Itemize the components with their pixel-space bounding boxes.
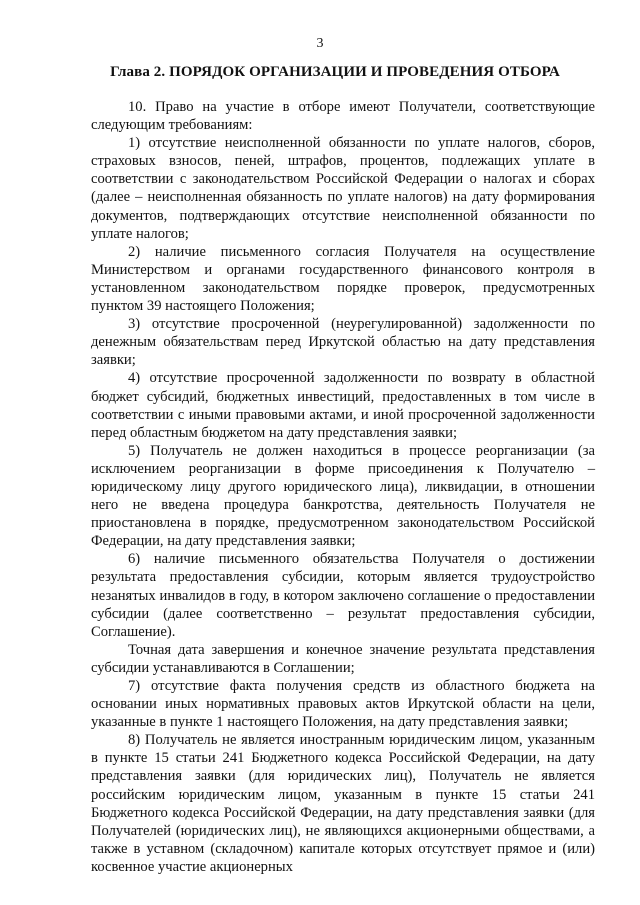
paragraph-result-date: Точная дата завершения и конечное значение результата представления субсидии устанавливаются в Соглашении; <box>91 641 595 676</box>
paragraph-item-4: 4) отсутствие просроченной задолженности по возврату в областной бюджет субсидий, бюджетных инвестиций, предоставленных в том числе в соответствии с иными правовыми актами, и иной просроченной задолженности перед областным бюджетом на дату представления заявки; <box>91 370 595 441</box>
paragraph-item-2: 2) наличие письменного согласия Получателя на осуществление Министерством и органами государственного финансового контроля в установленном законодательством порядке проверок, предусмотренных пунктом 39 настоящего Положения; <box>91 243 595 315</box>
paragraph-10-intro: 10. Право на участие в отборе имеют Получатели, соответствующие следующим требованиям: <box>91 99 595 134</box>
paragraph-item-3: 3) отсутствие просроченной (неурегулированной) задолженности по денежным обязательствам перед Иркутской областью на дату представления заявки; <box>91 316 595 369</box>
chapter-title: Глава 2. ПОРЯДОК ОРГАНИЗАЦИИ И ПРОВЕДЕНИЯ ОТБОРА <box>110 64 560 80</box>
page-number: 3 <box>316 36 324 51</box>
paragraph-item-5: 5) Получатель не должен находиться в процессе реорганизации (за исключением реорганизации в форме присоединения к Получателю – юридическому лицу другого юридического лица), ликвидации, в отношении него не введена процедура банкротства, деятельность Получателя не приостановлена в порядке, предусмотренном законодательством Российской Федерации, на дату представления заявки; <box>91 442 595 550</box>
paragraph-item-6: 6) наличие письменного обязательства Получателя о достижении результата предоставления субсидии, которым является трудоустройство незанятых инвалидов в году, в котором заключено соглашение о предоставлении субсидии (далее соответственно – результат предоставления субсидии, Соглашение). <box>91 551 595 640</box>
paragraph-item-1: 1) отсутствие неисполненной обязанности по уплате налогов, сборов, страховых взносов, пеней, штрафов, процентов, подлежащих уплате в соответствии с законодательством Российской Федерации о налогах и сборах (далее – неисполненная обязанность по уплате налогов) на дату формирования документов, подтверждающих отсутствие неисполненной обязанности по уплате налогов; <box>91 135 595 242</box>
paragraph-item-7: 7) отсутствие факта получения средств из областного бюджета на основании иных нормативных правовых актов Иркутской области на цели, указанные в пункте 1 настоящего Положения, на дату представления заявки; <box>91 678 595 731</box>
paragraph-item-8: 8) Получатель не является иностранным юридическим лицом, указанным в пункте 15 статьи 241 Бюджетного кодекса Российской Федерации, на дату представления заявки (для юридических лиц), Получатель не является российским юридическим лицом, указанным в пункте 15 статьи 241 Бюджетного кодекса Российской Федерации, на дату представления заявки (для Получателей (юридических лиц), не являющихся акционерными обществами, а также в уставном (складочном) капитале которых отсутствует прямое и (или) косвенное участие акционерных <box>91 732 595 875</box>
body-text <box>91 98 595 876</box>
